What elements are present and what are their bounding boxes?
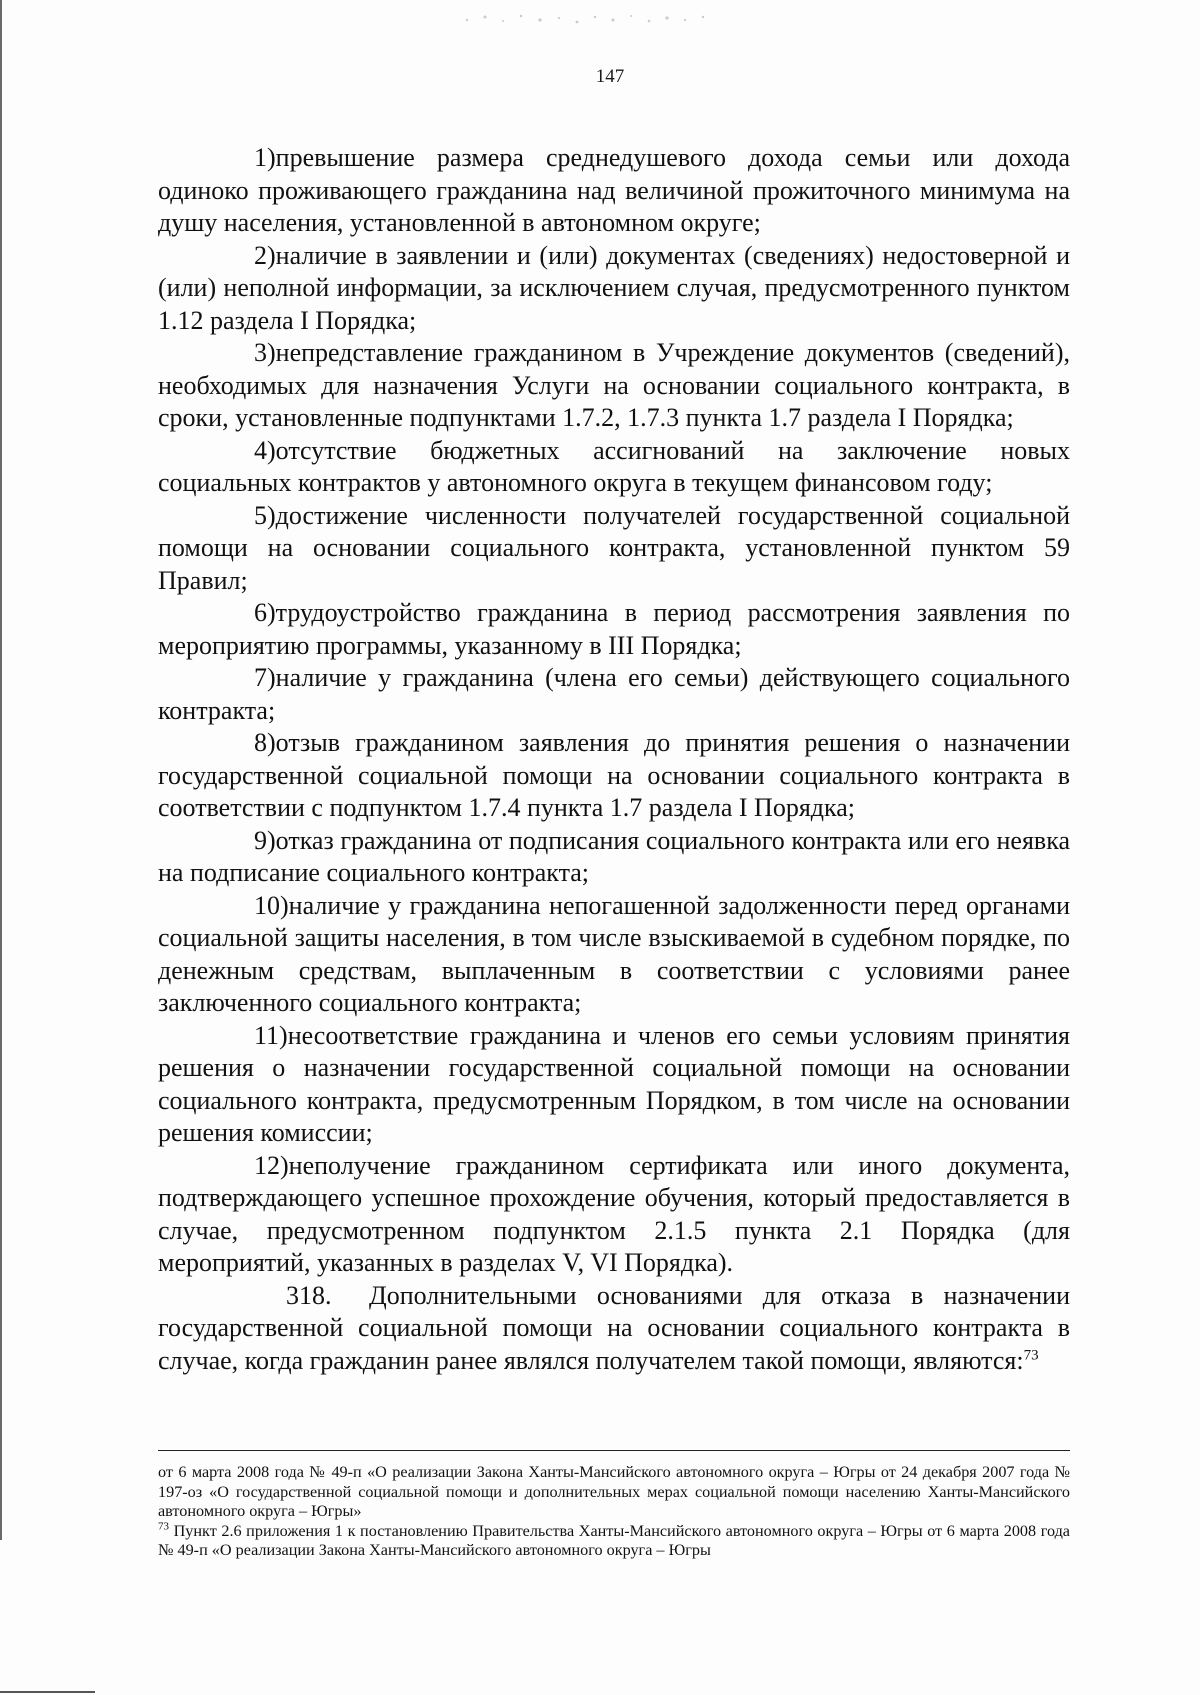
item-number: 4) bbox=[254, 435, 276, 465]
footnote-text: Пункт 2.6 приложения 1 к постановлению Правительства Ханты-Мансийского автономного округа – Югры от 6 марта 2008 года № 49-п «О реализации Закона Ханты-Мансийского автономного округа – Югры bbox=[158, 1521, 1070, 1560]
item-text: неполучение гражданином сертификата или иного документа, подтверждающего успешное прохождение обучения, который предоставляется в случае, предусмотренном подпунктом 2.1.5 пункта 2.1 Порядка (для мероприятий, указанных в разделах V, VI Порядка). bbox=[158, 1150, 1070, 1277]
footnote-number: 73 bbox=[158, 1520, 169, 1533]
item-number: 7) bbox=[254, 663, 276, 692]
item-number: 10) bbox=[254, 890, 289, 920]
item-text: наличие у гражданина непогашенной задолженности перед органами социальной защиты населения, в том числе взыскиваемой в судебном порядке, по денежным средствам, выплаченным в соответствии с условиями ранее заключенного социального контракта; bbox=[158, 890, 1070, 1017]
item-text: отзыв гражданином заявления до принятия решения о назначении государственной социальной помощи на основании социального контракта в соответствии с подпунктом 1.7.4 пункта 1.7 раздела I Порядка; bbox=[158, 728, 1070, 822]
section-paragraph bbox=[158, 1280, 1070, 1378]
list-item bbox=[158, 727, 1070, 825]
item-number: 8) bbox=[254, 728, 276, 757]
list-item bbox=[158, 435, 1070, 500]
footnote-reference: 73 bbox=[1023, 1346, 1039, 1363]
list-item bbox=[158, 142, 1070, 240]
list-item bbox=[158, 662, 1070, 727]
page-number: 147 bbox=[595, 66, 625, 87]
item-text: трудоустройство гражданина в период рассмотрения заявления по мероприятию программы, указанному в III Порядка; bbox=[158, 598, 1070, 660]
scan-left-edge bbox=[0, 0, 2, 1540]
item-text: превышение размера среднедушевого дохода семьи или дохода одиноко проживающего гражданина над величиной прожиточного минимума на душу населения, установленной в автономном округе; bbox=[158, 143, 1070, 237]
item-text: отказ гражданина от подписания социального контракта или его неявка на подписание социального контракта; bbox=[158, 825, 1070, 887]
scan-bottom-edge bbox=[0, 1691, 95, 1693]
list-item bbox=[158, 1020, 1070, 1150]
list-item bbox=[158, 825, 1070, 890]
list-item bbox=[158, 1150, 1070, 1280]
scan-artifact bbox=[455, 8, 720, 30]
list-item bbox=[158, 337, 1070, 435]
item-number: 2) bbox=[254, 240, 276, 270]
item-number: 9) bbox=[254, 825, 276, 855]
item-number: 3) bbox=[254, 338, 276, 367]
list-item bbox=[158, 890, 1070, 1020]
item-number: 11) bbox=[254, 1020, 288, 1050]
footnote-separator bbox=[158, 1450, 1070, 1451]
list-item bbox=[158, 240, 1070, 338]
footnote bbox=[158, 1522, 1070, 1561]
document-body bbox=[158, 142, 1070, 1377]
item-text: отсутствие бюджетных ассигнований на заключение новых социальных контрактов у автономного округа в текущем финансовом году; bbox=[158, 435, 1070, 497]
list-item bbox=[158, 597, 1070, 662]
footnote-continuation: от 6 марта 2008 года № 49-п «О реализации Закона Ханты-Мансийского автономного округа – Югры от 24 декабря 2007 года № 197-оз «О государственной социальной помощи и дополнительных мерах социальной помощи населению Ханты-Мансийского автономного округа – Югры» bbox=[158, 1463, 1070, 1521]
item-text: наличие в заявлении и (или) документах (сведениях) недостоверной и (или) неполной информации, за исключением случая, предусмотренного пунктом 1.12 раздела I Порядка; bbox=[158, 240, 1070, 335]
item-number: 12) bbox=[254, 1150, 289, 1180]
section-text: Дополнительными основаниями для отказа в назначении государственной социальной помощи на основании социального контракта в случае, когда гражданин ранее являлся получателем такой помощи, являются: bbox=[158, 1280, 1070, 1375]
item-number: 6) bbox=[254, 598, 276, 627]
item-text: непредставление гражданином в Учреждение документов (сведений), необходимых для назначения Услуги на основании социального контракта, в сроки, установленные подпунктами 1.7.2, 1.7.3 пункта 1.7 раздела I Порядка; bbox=[158, 338, 1070, 432]
item-text: достижение численности получателей государственной социальной помощи на основании социального контракта, установленной пунктом 59 Правил; bbox=[158, 500, 1070, 595]
list-item bbox=[158, 500, 1070, 598]
footnotes bbox=[158, 1463, 1070, 1561]
item-text: несоответствие гражданина и членов его семьи условиям принятия решения о назначении государственной социальной помощи на основании социального контракта, предусмотренным Порядком, в том числе на основании решения комиссии; bbox=[158, 1020, 1070, 1147]
item-number: 5) bbox=[254, 500, 276, 530]
item-text: наличие у гражданина (члена его семьи) действующего социального контракта; bbox=[158, 663, 1070, 725]
item-number: 1) bbox=[254, 143, 276, 172]
section-number: 318. bbox=[286, 1280, 332, 1310]
